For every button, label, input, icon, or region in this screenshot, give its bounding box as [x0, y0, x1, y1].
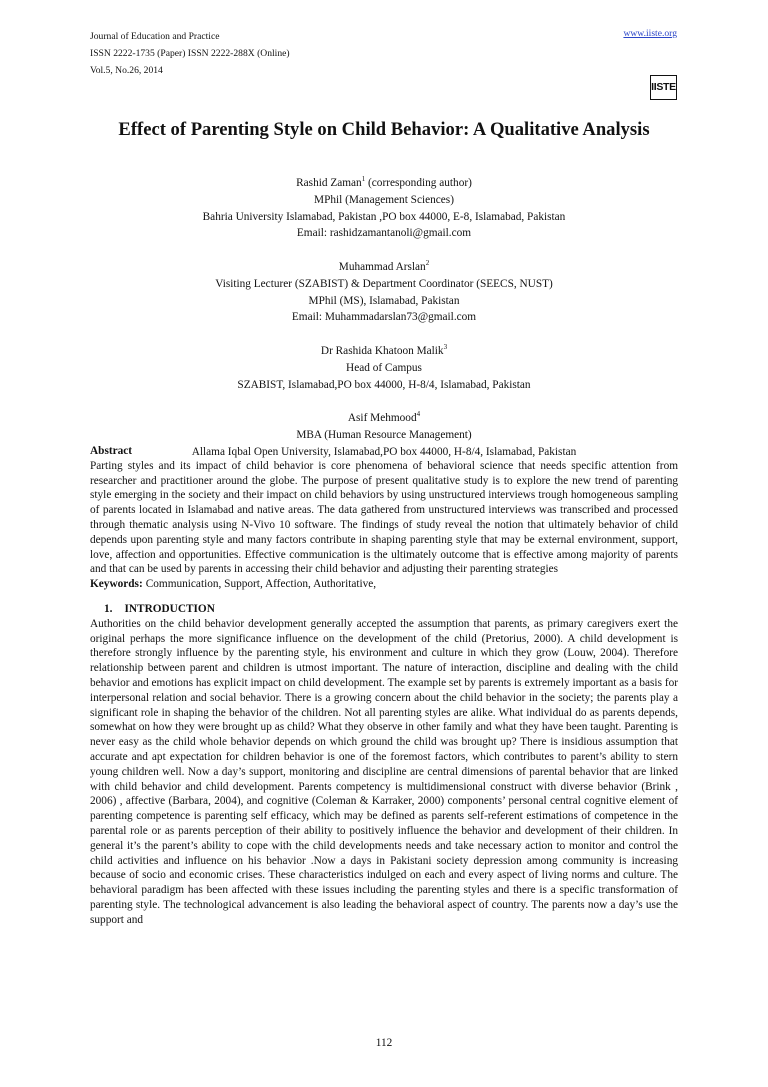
keywords-text: Communication, Support, Affection, Authoritative,: [145, 578, 377, 591]
paper-title: Effect of Parenting Style on Child Behavior: A Qualitative Analysis: [118, 119, 650, 140]
author-name-line: [90, 410, 678, 427]
author-role: (corresponding author): [365, 177, 472, 189]
iiste-logo: [650, 75, 677, 100]
journal-name: Journal of Education and Practice: [90, 31, 220, 42]
journal-volume: Vol.5, No.26, 2014: [90, 65, 163, 76]
author-affiliation-marker: 2: [425, 259, 430, 268]
section-title: INTRODUCTION: [124, 602, 215, 615]
author-name: Asif Mehmood: [347, 412, 417, 425]
journal-url-link[interactable]: www.iiste.org: [623, 28, 677, 39]
author-detail: Visiting Lecturer (SZABIST) & Department Coordinator (SEECS, NUST): [215, 277, 553, 290]
introduction-text: Authorities on the child behavior development generally accepted the assumption that parents, as primary caregivers exert the original perhaps the more significance influence on the development of the child (Pretorius, 2000). A child development is therefore strongly influence by the parenting style, his environment and culture in which they grow (Louw, 2004). Therefore relationship between parent and children is utmost important. The nature of interaction, discipline and dealing with the child behavior and emotions has explicit impact on child development. The example set by parents is extremely important as a basis for interpersonal relation and social behavior. There is a growing concern about the child behavior in the society; the parents play a significant role in shaping the behavior of the children. Not all parenting styles are alike. What individual do as parents depends, somewhat on how they were brought up as child? What they observe in other family and what they have been taught. Parenting is never easy as the child whole behavior depends on which ground the child was brought up? There is insidious assumption that accurate and apt expectation for children behavior is one of the foremost factors, which contributes to parent’s ability to stern young children well. Now a day’s support, monitoring and discipline are central dimensions of parental behavior that are linked with child behavior and child development. Parents competency is multidimensional construct with diverse behavior (Brink , 2006) , affective (Barbara, 2004), and cognitive (Coleman & Karraker, 2000) components’ personal central cognitive element of parenting competence is parenting self efficacy, which may be defined as parents self-referent estimations of competence in the parental role or as parents perception of their ability to positively influence the behavior and development of their children. In general it’s the parent’s ability to cope with the child developments needs and take necessary action to monitor and control the child activities and influence on his behavior .Now a days in Pakistani society depression among community is increasing because of socio and economic crises. These characteristics indulged on each and every aspect of living norms and culture. The behavioral paradigm has been affected with these issues including the parenting styles and there is a specific transformation of parenting style. The technological advancement is also leading the behavioral aspect of country. The parents now a day’s use the support and: [90, 617, 678, 926]
author-name: Rashid Zaman: [296, 177, 362, 189]
iiste-logo-text: IISTE: [651, 81, 676, 93]
author-affiliation-marker: 1: [361, 175, 366, 184]
author-2: [90, 259, 678, 326]
page-number: 112: [375, 1037, 393, 1049]
author-name-line: [90, 175, 678, 192]
author-block: [90, 175, 678, 477]
paper-body: [90, 444, 678, 928]
keywords-line: [90, 577, 678, 592]
abstract-heading: Abstract: [90, 445, 133, 457]
author-email: Email: Muhammadarslan73@gmail.com: [291, 311, 477, 324]
author-1: [90, 175, 678, 242]
author-detail: Allama Iqbal Open University, Islamabad,PO box 44000, H-8/4, Islamabad, Pakistan: [191, 445, 577, 458]
abstract-text: Parting styles and its impact of child behavior is core phenomena of behavioral science that needs specific attention from researcher and practitioner around the globe. The purpose of present qualitative study is to explore the new trend of parenting style emerging in the society and their impact on child behaviors by using unstructured interviews trough homogeneous sampling of parents located in Islamabad and native areas. The data gathered from unstructured interviews was transcribed and processed through thematic analysis using N-Vivo 10 software. The findings of study reveal the notion that ultimately behavior of child depends upon parenting style and many factors contribute in shaping parenting style that may be external environment, support, love, affection and opportunities. Effective communication is the ultimately outcome that is effective among majority of parents and that can be used by parents in accessing their child behavior and adjusting their parenting strategies: [90, 459, 678, 576]
author-name: Muhammad Arslan: [338, 260, 426, 273]
author-detail: SZABIST, Islamabad,PO box 44000, H-8/4, Islamabad, Pakistan: [237, 378, 531, 391]
author-detail: MPhil (MS), Islamabad, Pakistan: [308, 294, 460, 307]
journal-issn: ISSN 2222-1735 (Paper) ISSN 2222-288X (Online): [90, 48, 290, 59]
author-detail: MBA (Human Resource Management): [296, 428, 472, 441]
section-number: 1.: [104, 602, 113, 615]
author-detail: Bahria University Islamabad, Pakistan ,PO box 44000, E-8, Islamabad, Pakistan: [202, 210, 566, 223]
journal-info: [90, 28, 290, 79]
author-name-line: [90, 343, 678, 360]
author-detail: Head of Campus: [346, 361, 422, 374]
introduction-heading: [90, 602, 678, 617]
keywords-label: Keywords:: [90, 578, 143, 591]
author-name-line: [90, 259, 678, 276]
author-name: Dr Rashida Khatoon Malik: [320, 344, 444, 357]
author-detail: MPhil (Management Sciences): [314, 193, 454, 206]
author-email: Email: rashidzamantanoli@gmail.com: [296, 227, 472, 240]
author-affiliation-marker: 4: [416, 410, 421, 419]
author-3: [90, 343, 678, 393]
author-affiliation-marker: 3: [443, 343, 448, 352]
